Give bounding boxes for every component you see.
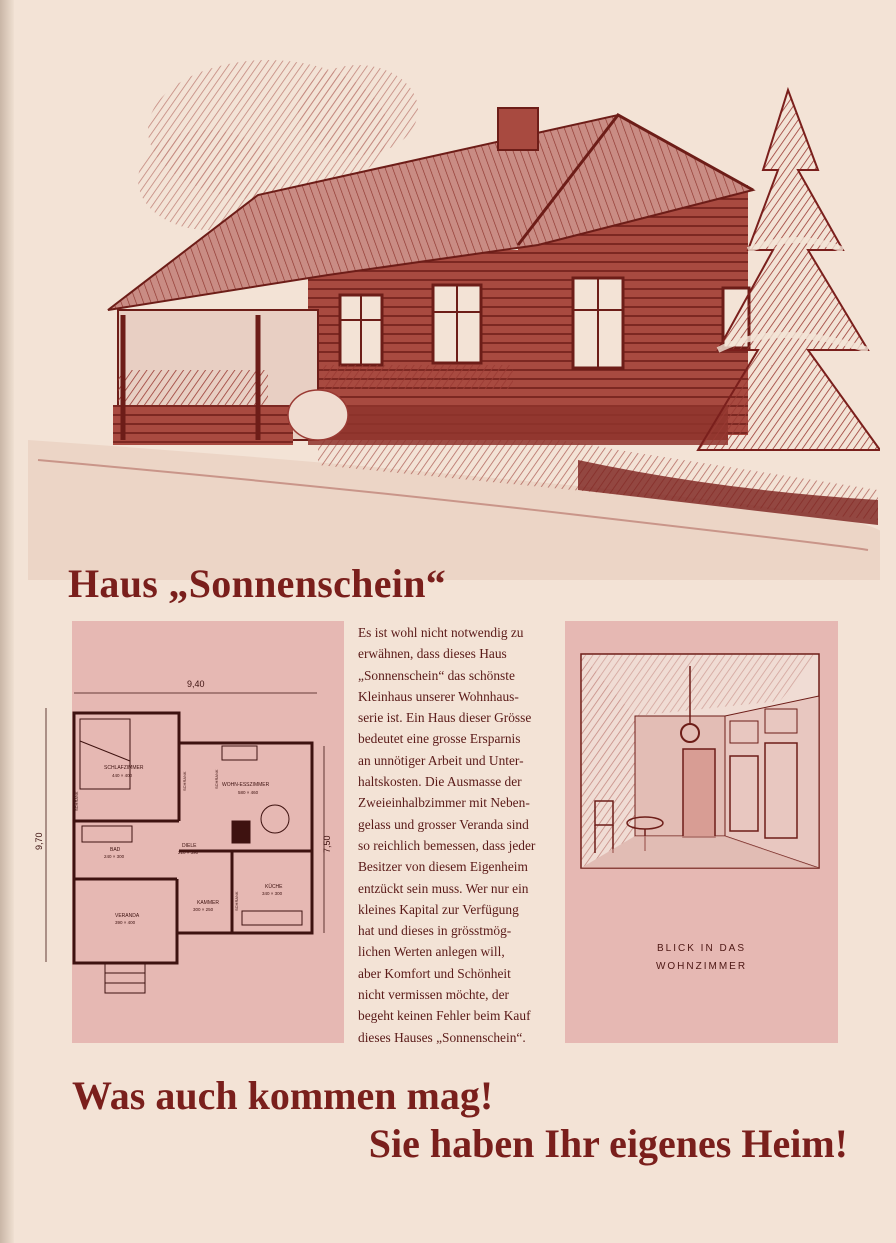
living-room-caption [565,940,838,976]
room-label-bad: BAD [110,847,121,853]
text-line: „Sonnenschein“ das schönste [358,667,515,683]
plan-dim-width: 9,40 [187,679,205,689]
text-line: Es ist wohl nicht notwendig zu [358,625,524,640]
slogan-line-2: Sie haben Ihr eigenes Heim! [368,1121,848,1166]
text-line: so reichlich bemessen, dass jeder [358,837,536,853]
house-sketch-illustration [18,20,880,580]
text-line: begeht keinen Fehler beim Kauf [358,1008,531,1024]
room-label-kammer: KAMMER [197,900,219,906]
closet-label-3: SCHRANK [214,769,219,789]
room-label-wohn-esszimmer: WOHN-ESSZIMMER [222,782,270,788]
closet-label-2: SCHRANK [182,771,187,791]
text-line: kleines Kapital zur Verfügung [358,901,519,917]
room-size-kammer: 300 × 250 [193,907,214,912]
plan-depth-dimension [30,700,58,970]
text-line: dieses Hauses „Sonnenschein“. [358,1029,526,1045]
text-line: Kleinhaus unserer Wohnhaus- [358,688,519,704]
page-binding-edge [0,0,14,1243]
plan-dim-depth: 9,70 [34,832,44,850]
text-line: gelass und grosser Veranda sind [358,816,529,832]
text-line: Besitzer von diesem Eigenheim [358,859,528,875]
text-line: entzückt sein muss. Wer nur ein [358,880,529,896]
description-text [358,622,555,1052]
room-size-schlafzimmer: 440 × 400 [112,773,133,778]
caption-line: WOHNZIMMER [655,961,748,972]
slogan-line-1: Was auch kommen mag! [72,1073,494,1118]
room-label-diele: DIELE [182,843,197,849]
text-line: aber Komfort und Schönheit [358,965,511,981]
closet-label-1: SCHRANK [74,791,79,811]
floor-plan-drawing [72,621,344,1043]
text-line: nicht vermissen möchte, der [358,987,509,1003]
room-label-veranda: VERANDA [115,913,140,919]
living-room-panel [565,621,838,1043]
text-line: hat und dieses in grösstmög- [358,923,512,939]
living-room-sketch [565,621,838,881]
room-label-kueche: KÜCHE [265,884,283,890]
text-line: haltskosten. Die Ausmasse der [358,774,522,790]
floor-plan-panel [72,621,344,1043]
text-line: an unnötiger Arbeit und Unter- [358,752,524,768]
room-size-diele: 210 × 390 [178,850,199,855]
text-line: serie ist. Ein Haus dieser Grösse [358,710,532,726]
plan-dim-inner-depth: 7,50 [322,835,332,853]
page-title: Haus „Sonnenschein“ [68,561,447,606]
room-size-kueche: 340 × 300 [262,891,283,896]
room-size-veranda: 390 × 400 [115,920,136,925]
text-line: Zweieinhalbzimmer mit Neben- [358,795,530,811]
room-size-bad: 240 × 300 [104,854,125,859]
text-line: erwähnen, dass dieses Haus [358,646,507,662]
caption-line: BLICK IN DAS [656,943,747,954]
text-line: bedeutet eine grosse Ersparnis [358,731,521,747]
closet-label-4: SCHRANK [234,891,239,911]
text-line: lichen Werten anlegen will, [358,944,505,960]
room-label-schlafzimmer: SCHLAFZIMMER [104,765,144,771]
room-size-wohn-esszimmer: 580 × 460 [238,790,259,795]
